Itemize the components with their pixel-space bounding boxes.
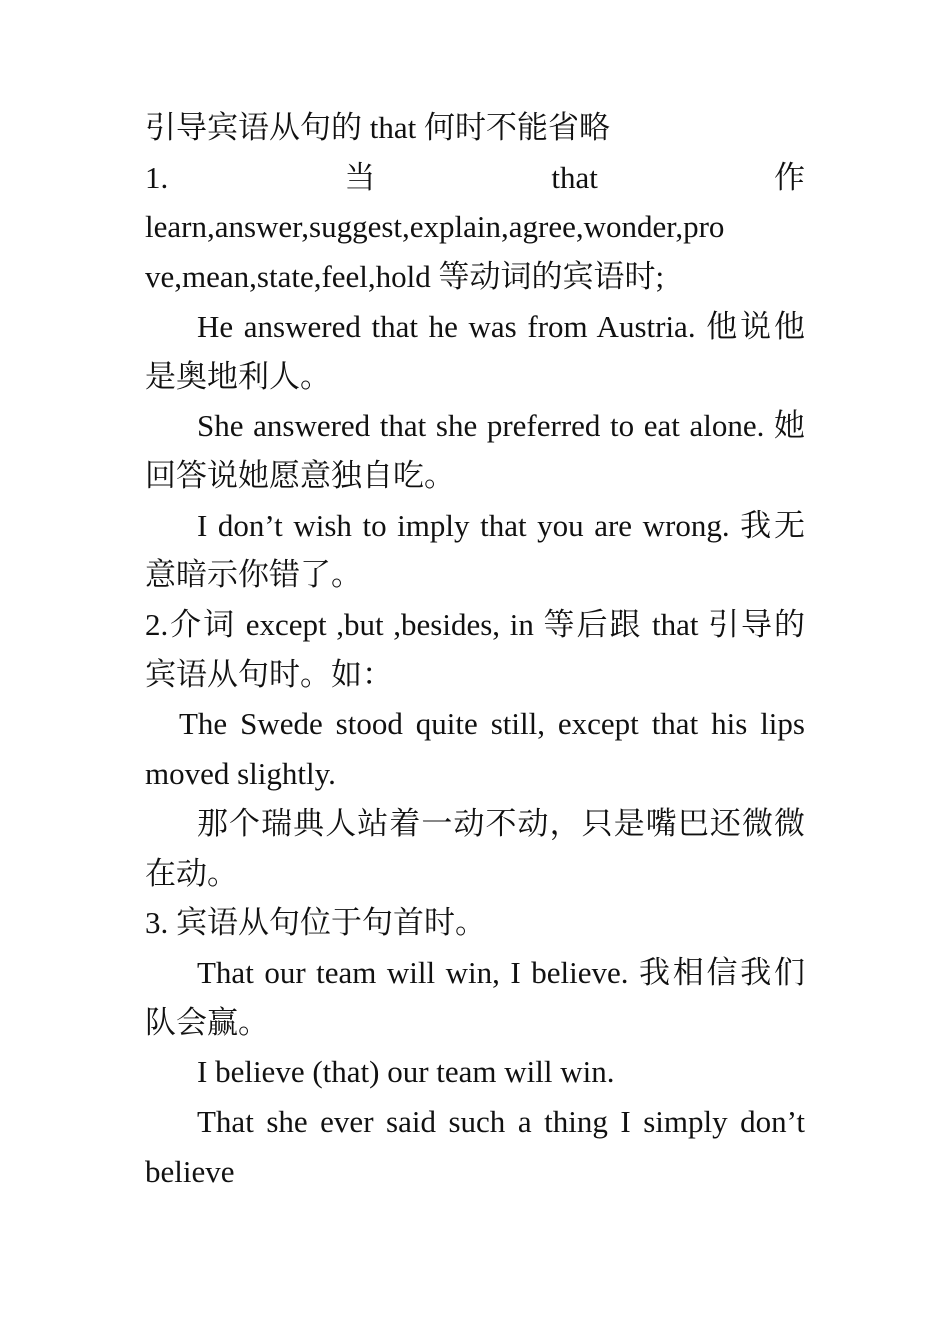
- rule-1-word-that: that: [551, 159, 598, 195]
- example-4-chinese: 那个瑞典人站着一动不动，只是嘴巴还微微在动。: [145, 805, 805, 891]
- document-title: 引导宾语从句的 that 何时不能省略: [145, 110, 610, 145]
- rule-1-verb-list-end: ve,mean,state,feel,hold 等动词的宾语时;: [145, 259, 665, 295]
- rule-1-number: 1.: [145, 159, 169, 195]
- rule-1-word-zuo: 作: [773, 159, 805, 195]
- rule-1-word-dang: 当: [344, 159, 376, 195]
- rule-1-line-1: [145, 153, 805, 203]
- example-7: That she ever said such a thing I simply don’t believe: [145, 1104, 805, 1189]
- rule-2: 2.介词 except ,but ,besides, in 等后跟 that 引导的宾语从句时。如：: [145, 607, 805, 692]
- example-2: She answered that she preferred to eat alone. 她回答说她愿意独自吃。: [145, 408, 805, 493]
- example-3: I don’t wish to imply that you are wrong. 我无意暗示你错了。: [145, 507, 805, 593]
- example-1: He answered that he was from Austria. 他说他是奥地利人。: [145, 308, 805, 394]
- example-6: I believe (that) our team will win.: [197, 1054, 615, 1090]
- rule-3: 3. 宾语从句位于句首时。: [145, 905, 486, 941]
- document-body: [145, 103, 805, 1196]
- example-5: That our team will win, I believe. 我相信我们队会赢。: [145, 954, 805, 1040]
- example-4-english: The Swede stood quite still, except that his lips moved slightly.: [145, 706, 805, 792]
- rule-1-verb-list: learn,answer,suggest,explain,agree,wonder,pro: [145, 209, 725, 245]
